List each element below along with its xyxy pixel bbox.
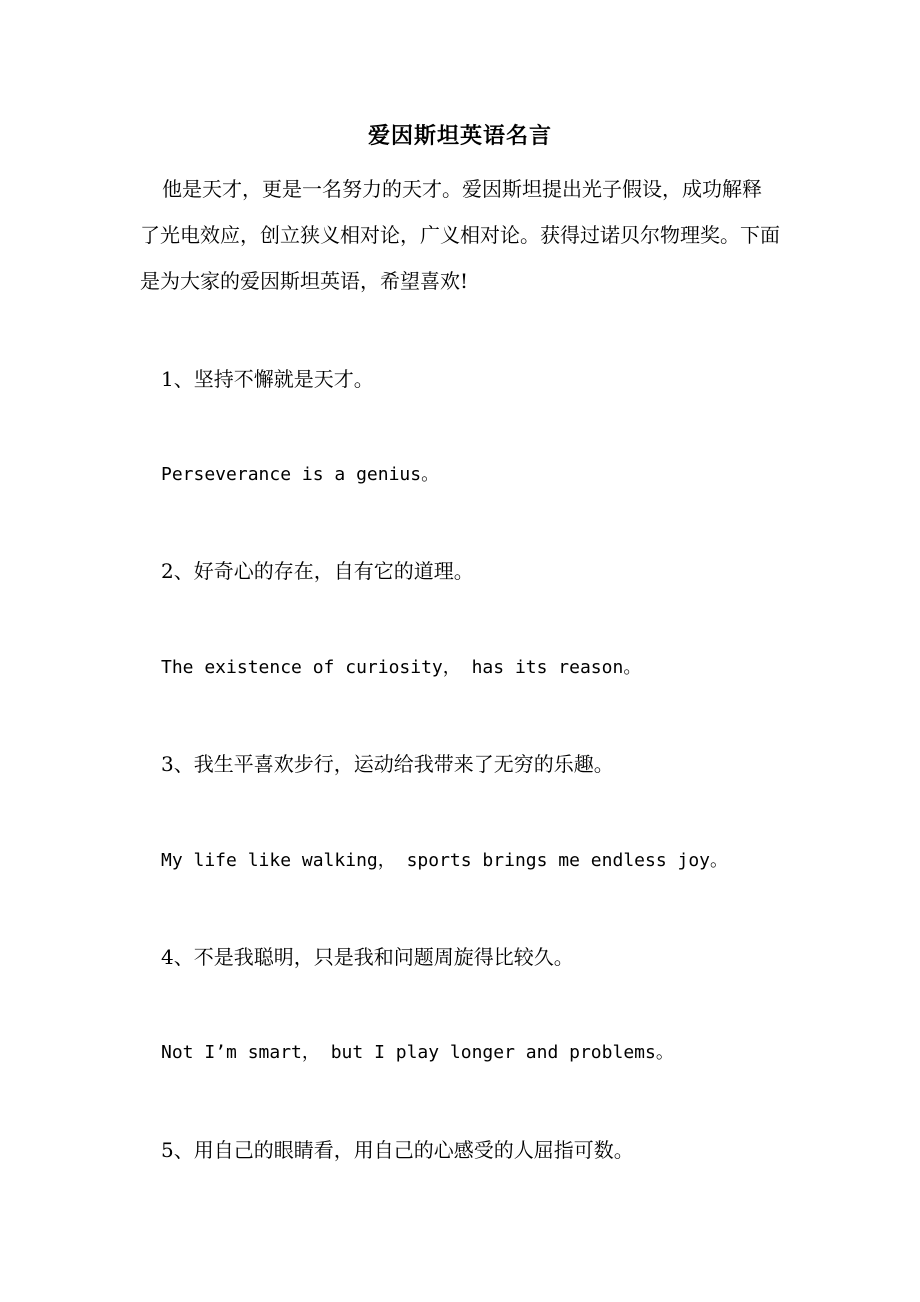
- quote-4-english: Not I’m smart， but I play longer and problems。: [161, 1042, 674, 1063]
- quote-4-chinese: 4、不是我聪明，只是我和问题周旋得比较久。: [161, 945, 574, 969]
- document-title: 爱因斯坦英语名言: [367, 123, 552, 149]
- quote-3-chinese: 3、我生平喜欢步行，运动给我带来了无穷的乐趣。: [161, 752, 614, 776]
- quote-1-chinese: 1、坚持不懈就是天才。: [161, 367, 374, 391]
- quote-1-english: Perseverance is a genius。: [161, 464, 440, 485]
- quote-5-chinese: 5、用自己的眼睛看，用自己的心感受的人屈指可数。: [161, 1138, 634, 1162]
- intro-paragraph: 他是天才，更是一名努力的天才。爱因斯坦提出光子假设，成功解释了光电效应，创立狭义相对论，广义相对论。获得过诺贝尔物理奖。下面是为大家的爱因斯坦英语，希望喜欢!: [140, 177, 780, 293]
- quote-2-chinese: 2、好奇心的存在，自有它的道理。: [161, 559, 474, 583]
- quote-2-english: The existence of curiosity， has its reason。: [161, 657, 642, 678]
- quote-3-english: My life like walking， sports brings me endless joy。: [161, 850, 729, 871]
